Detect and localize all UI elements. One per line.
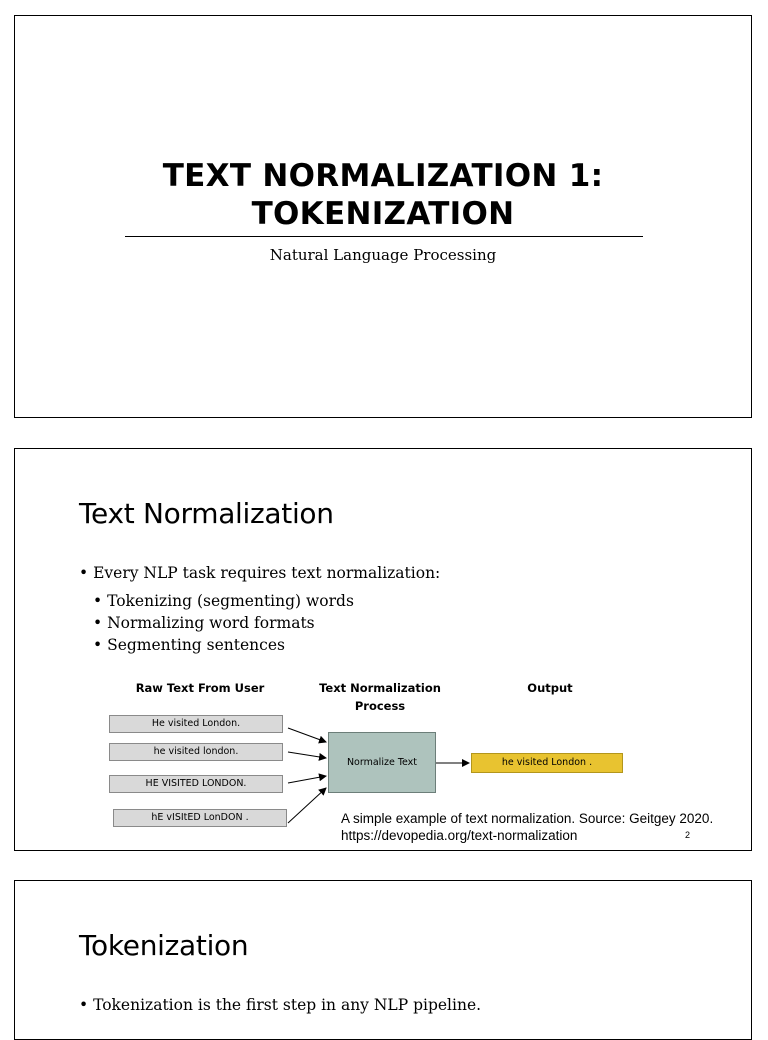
figure-caption	[341, 810, 713, 844]
normalize-text-box: Normalize Text	[328, 732, 436, 793]
page-number: 2	[685, 830, 691, 840]
slide-title	[15, 157, 751, 233]
caption-line-1: A simple example of text normalization. Source: Geitgey 2020.	[341, 811, 714, 826]
sub-bullet-item: • Normalizing word formats	[93, 614, 315, 632]
sub-bullet-item: • Segmenting sentences	[93, 636, 285, 654]
input-box: hE vISItED LonDON .	[113, 809, 287, 827]
tokenization-slide	[14, 880, 752, 1040]
title-divider	[125, 236, 643, 237]
sub-bullet-item: • Tokenizing (segmenting) words	[93, 592, 354, 610]
title-line-1: TEXT NORMALIZATION 1:	[162, 158, 604, 194]
header-output: Output	[527, 681, 573, 695]
bullet-list	[79, 996, 481, 1024]
input-box: He visited London.	[109, 715, 283, 733]
text-normalization-slide	[14, 448, 752, 851]
title-line-2: TOKENIZATION	[251, 196, 515, 232]
slide-subtitle: Natural Language Processing	[269, 246, 497, 264]
normalization-diagram	[15, 449, 751, 850]
input-box: HE VISITED LONDON.	[109, 775, 283, 793]
slide-title: Tokenization	[79, 929, 249, 962]
caption-source-url: https://devopedia.org/text-normalization	[341, 828, 578, 843]
bullet-item: • Every NLP task requires text normalization:	[79, 564, 441, 582]
header-process-line-1: Text Normalization	[319, 681, 441, 695]
title-slide	[14, 15, 752, 418]
header-raw-text: Raw Text From User	[135, 681, 265, 695]
header-process-line-2: Process	[354, 699, 406, 713]
input-box: he visited london.	[109, 743, 283, 761]
output-box: he visited London .	[471, 753, 623, 773]
diagram-arrows	[15, 449, 751, 850]
bullet-item: • Tokenization is the first step in any NLP pipeline.	[79, 996, 482, 1014]
slide-title: Text Normalization	[79, 497, 334, 530]
